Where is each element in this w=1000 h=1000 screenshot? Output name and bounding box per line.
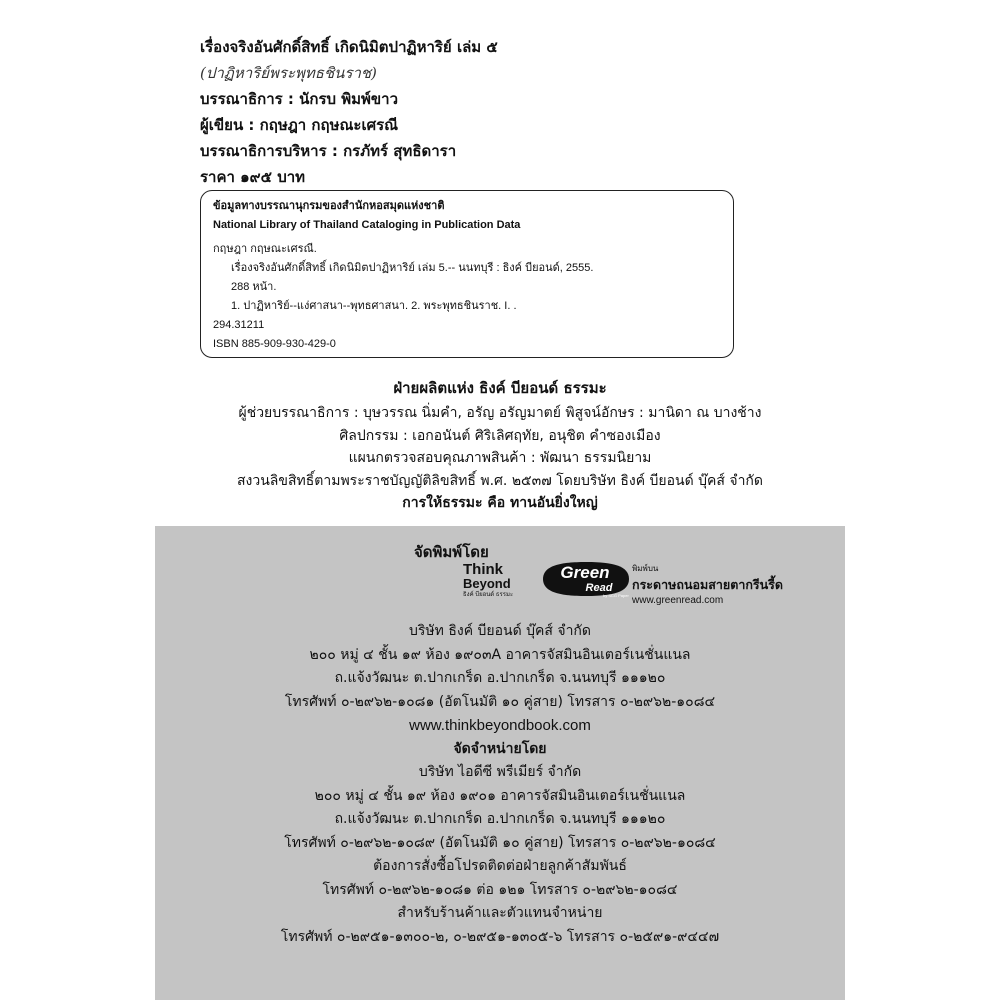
book-subtitle: (ปาฏิหาริย์พระพุทธชินราช) xyxy=(200,64,377,82)
distributor-address-2: ถ.แจ้งวัฒนะ ต.ปากเกร็ด อ.ปากเกร็ด จ.นนทบุรี ๑๑๑๒๐ xyxy=(334,811,666,827)
credit-line: ผู้ช่วยบรรณาธิการ : บุษวรรณ นิ่มคำ, อรัญ อรัญมาตย์ พิสูจน์อักษร : มานิดา ณ บางช้าง xyxy=(238,405,762,421)
book-info xyxy=(200,34,760,190)
publisher-address-1: ๒๐๐ หมู่ ๔ ชั้น ๑๙ ห้อง ๑๙๐๓A อาคารจัสมินอินเตอร์เนชั่นแนล xyxy=(309,646,691,663)
distributor-phone: โทรศัพท์ ๐-๒๙๖๒-๑๐๘๙ (อัตโนมัติ ๑๐ คู่สาย) โทรสาร ๐-๒๙๖๒-๑๐๘๔ xyxy=(284,834,716,851)
distributor-label: จัดจำหน่ายโดย xyxy=(453,740,547,757)
distributor-company: บริษัท ไอดีซี พรีเมียร์ จำกัด xyxy=(418,764,582,780)
dealer-phone: โทรศัพท์ ๐-๒๙๕๑-๑๓๐๐-๒, ๐-๒๙๕๑-๑๓๐๕-๖ โทรสาร ๐-๒๕๙๑-๙๔๔๗ xyxy=(280,928,720,945)
dealer-note: สำหรับร้านค้าและตัวแทนจำหน่าย xyxy=(397,905,603,921)
green-read-word2: Read xyxy=(585,582,613,594)
cip-subjects: 1. ปาฏิหาริย์--แง่ศาสนา--พุทธศาสนา. 2. พระพุทธชินราช. I. . xyxy=(231,300,517,312)
production-credits xyxy=(155,402,845,515)
order-phone: โทรศัพท์ ๐-๒๙๖๒-๑๐๘๑ ต่อ ๑๒๑ โทรสาร ๐-๒๙๖๒-๑๐๘๔ xyxy=(322,881,678,898)
credit-line: แผนกตรวจสอบคุณภาพสินค้า : พัฒนา ธรรมนิยาม xyxy=(348,450,652,466)
green-read-word1: Green xyxy=(560,563,610,582)
publisher-address-block xyxy=(155,620,845,949)
green-read-logo xyxy=(541,560,631,598)
production-title: ฝ่ายผลิตแห่ง ธิงค์ บียอนด์ ธรรมะ xyxy=(393,379,607,397)
publisher-phone: โทรศัพท์ ๐-๒๙๖๒-๑๐๘๑ (อัตโนมัติ ๑๐ คู่สาย) โทรสาร ๐-๒๙๖๒-๑๐๘๔ xyxy=(284,693,716,710)
cip-isbn: ISBN 885-909-930-429-0 xyxy=(213,338,336,350)
publisher-company: บริษัท ธิงค์ บียอนด์ บุ๊คส์ จำกัด xyxy=(409,623,591,639)
editor-line: บรรณาธิการ : นักรบ พิมพ์ขาว xyxy=(200,90,399,108)
price-line: ราคา ๑๙๕ บาท xyxy=(200,168,306,186)
credit-line: ศิลปกรรม : เอกอนันต์ ศิริเลิศฤทัย, อนุชิต คำซองเมือง xyxy=(339,427,661,444)
order-note: ต้องการสั่งซื้อโปรดติดต่อฝ่ายลูกค้าสัมพันธ์ xyxy=(373,858,627,874)
managing-editor-line: บรรณาธิการบริหาร : กรภัทร์ สุทธิดารา xyxy=(200,142,457,160)
publisher-website[interactable]: www.thinkbeyondbook.com xyxy=(409,717,591,734)
green-read-paper-info: พิมพ์บน กระดาษถนอมสายตากรีนรี้ด www.greenread.com xyxy=(632,564,784,606)
author-line: ผู้เขียน : กฤษฎา กฤษณะเศรณี xyxy=(200,116,399,134)
cip-author: กฤษฎา กฤษณะเศรณี. xyxy=(213,243,317,255)
cip-box xyxy=(200,190,734,358)
publisher-address-2: ถ.แจ้งวัฒนะ ต.ปากเกร็ด อ.ปากเกร็ด จ.นนทบุรี ๑๑๑๒๐ xyxy=(334,670,666,686)
print-by-label: จัดพิมพ์โดย xyxy=(414,543,489,561)
cip-heading-en: National Library of Thailand Cataloging in Publication Data xyxy=(213,219,521,231)
copyright-line: สงวนลิขสิทธิ์ตามพระราชบัญญัติลิขสิทธิ์ พ.ศ. ๒๕๓๗ โดยบริษัท ธิงค์ บียอนด์ บุ๊คส์ จำกัด xyxy=(236,472,764,489)
cip-class-number: 294.31211 xyxy=(213,319,265,331)
green-read-url: www.greenread.com xyxy=(632,595,724,606)
cip-heading-th: ข้อมูลทางบรรณานุกรมของสำนักหอสมุดแห่งชาติ xyxy=(213,200,445,212)
cip-title: เรื่องจริงอันศักดิ์สิทธิ์ เกิดนิมิตปาฏิหาริย์ เล่ม 5.-- นนทบุรี : ธิงค์ บียอนด์, 2555. xyxy=(231,262,594,274)
think-beyond-logo: Think Beyond ธิงค์ บียอนด์ ธรรมะ xyxy=(463,561,514,598)
motto: การให้ธรรมะ คือ ทานอันยิ่งใหญ่ xyxy=(402,495,598,511)
green-read-tag: by SCG Paper xyxy=(603,593,629,598)
cip-pages: 288 หน้า. xyxy=(231,281,277,293)
book-title: เรื่องจริงอันศักดิ์สิทธิ์ เกิดนิมิตปาฏิหาริย์ เล่ม ๕ xyxy=(200,38,498,56)
distributor-address-1: ๒๐๐ หมู่ ๔ ชั้น ๑๙ ห้อง ๑๙๐๑ อาคารจัสมินอินเตอร์เนชั่นแนล xyxy=(314,787,686,804)
